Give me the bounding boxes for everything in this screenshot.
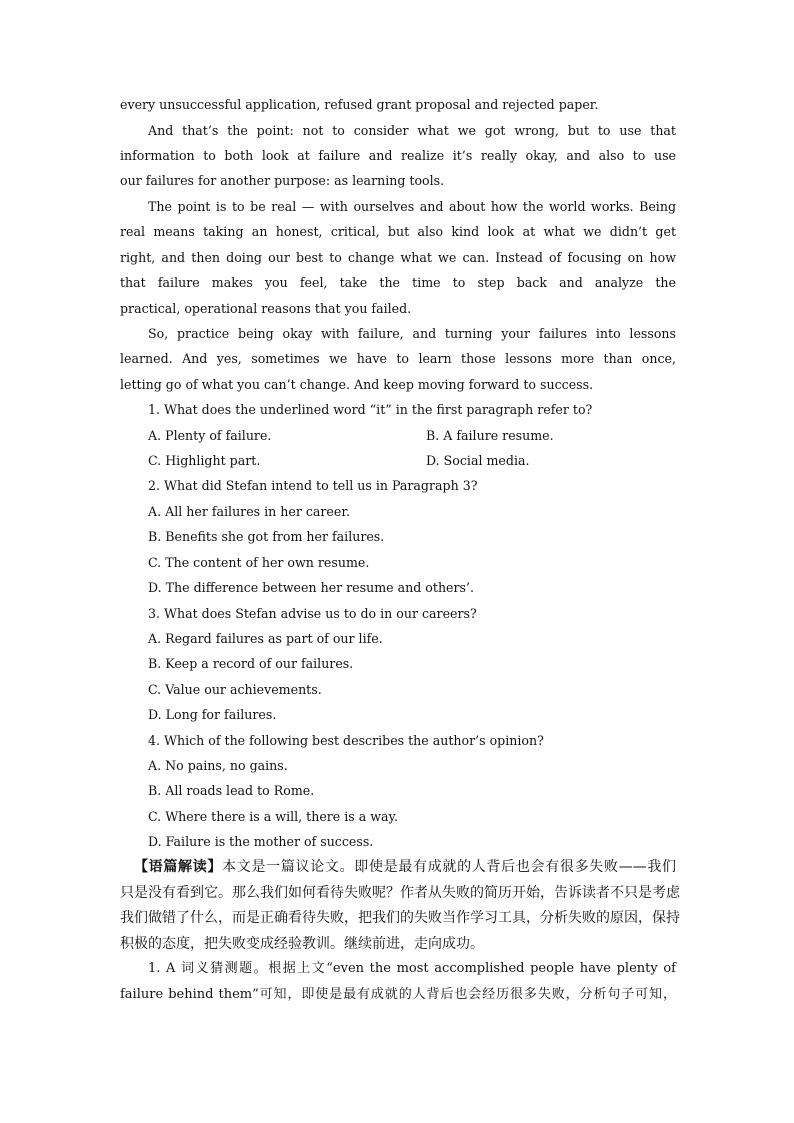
passage-line: And that’s the point: not to consider what we got wrong, but to use that [148,123,676,138]
passage-line: our failures for another purpose: as learning tools. [120,173,445,188]
passage-line: information to both look at failure and realize it’s really okay, and also to use [120,148,676,163]
option-a: A. All her failures in her career. [148,504,350,519]
option-c: C. Where there is a will, there is a way. [148,809,398,824]
option-c: C. Value our achievements. [148,682,322,697]
option-b: B. Keep a record of our failures. [148,656,354,671]
passage-line: learned. And yes, sometimes we have to learn those lessons more than once, [120,351,676,366]
analysis-line [134,858,676,876]
option-a: A. Regard failures as part of our life. [148,631,383,646]
option-a: A. Plenty of failure. [148,428,272,443]
passage-line: that failure makes you feel, take the time to step back and analyze the [120,275,676,290]
passage-line: practical, operational reasons that you failed. [120,301,412,316]
question-stem: 1. What does the underlined word “it” in the first paragraph refer to? [148,402,593,417]
option-d: D. Social media. [426,453,530,468]
option-c: C. Highlight part. [148,453,261,468]
analysis-heading: 【语篇解读】 [134,859,223,875]
option-d: D. The difference between her resume and others’. [148,580,474,595]
option-b: B. Benefits she got from her failures. [148,529,385,544]
option-row [148,427,676,445]
analysis-line: 只是没有看到它。那么我们如何看待失败呢？作者从失败的简历开始，告诉读者不只是考虑 [120,885,680,901]
passage-line: every unsuccessful application, refused grant proposal and rejected paper. [120,97,599,112]
question-stem: 3. What does Stefan advise us to do in our careers? [148,606,477,621]
passage-line: letting go of what you can’t change. And keep moving forward to success. [120,377,594,392]
analysis-line: 积极的态度，把失败变成经验教训。继续前进，走向成功。 [120,936,484,952]
passage-line: The point is to be real — with ourselves and about how the world works. Being [148,199,676,214]
option-row [148,452,676,470]
passage-line: real means taking an honest, critical, but also kind look at what we didn’t get [120,224,676,239]
option-a: A. No pains, no gains. [148,758,288,773]
option-c: C. The content of her own resume. [148,555,370,570]
question-stem: 4. Which of the following best describes the author’s opinion? [148,733,544,748]
passage-line: right, and then doing our best to change what we can. Instead of focusing on how [120,250,676,265]
answer-explanation-line: 1. A 词义猜测题。根据上文“even the most accomplished people have plenty of [148,961,676,976]
option-b: B. All roads lead to Rome. [148,783,315,798]
analysis-line: 我们做错了什么，而是正确看待失败，把我们的失败当作学习工具，分析失败的原因，保持 [120,910,680,926]
option-d: D. Long for failures. [148,707,277,722]
option-d: D. Failure is the mother of success. [148,834,374,849]
answer-explanation-line: failure behind them”可知，即使是最有成就的人背后也会经历很多失败，分析句子可知， [120,987,676,1002]
analysis-text: 本文是一篇议论文。即使是最有成就的人背后也会有很多失败——我们 [222,859,677,875]
question-stem: 2. What did Stefan intend to tell us in Paragraph 3? [148,478,478,493]
passage-line: So, practice being okay with failure, and turning your failures into lessons [148,326,676,341]
option-b: B. A failure resume. [426,428,554,443]
